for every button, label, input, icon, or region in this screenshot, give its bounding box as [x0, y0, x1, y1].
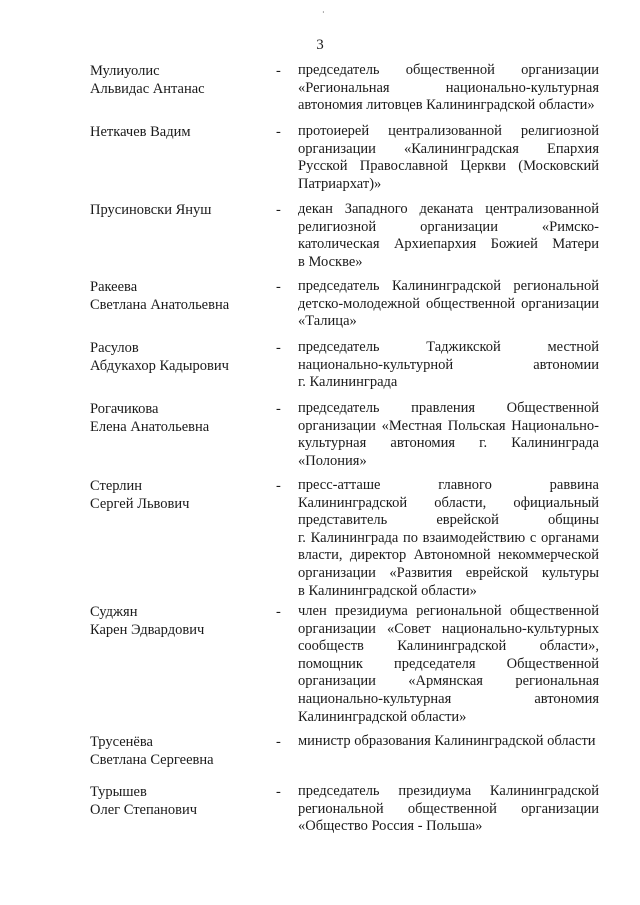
dash: - [276, 340, 281, 356]
scan-speck: · [322, 8, 325, 17]
member-name: Неткачев Вадим [90, 124, 191, 140]
member-description: член президиума региональной общественной организации «Совет национально-культурных сообществ Калининградской области», помощник председателя Общественной организации «Армянская региональная национально-культурная автономия Калининградской области» [298, 603, 599, 725]
dash: - [276, 124, 281, 140]
member-description: пресс-атташе главного раввина Калининградской области, официальный представитель еврейской общины г. Калининграда по взаимодействию с органами власти, директор Автономной некоммерческой организации «Развития еврейской культуры в Калининградской области» [298, 477, 599, 599]
dash: - [276, 784, 281, 800]
member-name: Стерлин Сергей Львович [90, 478, 190, 512]
member-description: председатель президиума Калининградской региональной общественной организации «Общество Россия - Польша» [298, 783, 599, 835]
member-description: министр образования Калининградской области [298, 733, 596, 749]
dash: - [276, 279, 281, 295]
member-description: председатель общественной организации «Региональная национально-культурная автономия литовцев Калининградской области» [298, 62, 599, 114]
member-name: Мулиуолис Альвидас Антанас [90, 63, 205, 97]
member-name: Суджян Карен Эдвардович [90, 604, 205, 638]
member-description: протоиерей централизованной религиозной организации «Калининградская Епархия Русской Православной Церкви (Московский Патриархат)» [298, 123, 599, 192]
dash: - [276, 63, 281, 79]
member-name: Прусиновски Януш [90, 202, 212, 218]
dash: - [276, 478, 281, 494]
member-description: председатель Калининградской региональной детско-молодежной общественной организации «Талица» [298, 278, 599, 330]
dash: - [276, 202, 281, 218]
page-number: 3 [316, 37, 324, 53]
dash: - [276, 734, 281, 750]
member-description: председатель правления Общественной организации «Местная Польская Национально- культурная автономия г. Калининграда «Полония» [298, 400, 599, 469]
dash: - [276, 401, 281, 417]
dash: - [276, 604, 281, 620]
member-name: Трусенёва Светлана Сергеевна [90, 734, 214, 768]
member-description: декан Западного деканата централизованной религиозной организации «Римско- католическая Архиепархия Божией Матери в Москве» [298, 201, 599, 270]
member-name: Рогачикова Елена Анатольевна [90, 401, 210, 435]
member-name: Ракеева Светлана Анатольевна [90, 279, 230, 313]
member-description: председатель Таджикской местной национально-культурной автономии г. Калининграда [298, 339, 599, 391]
member-name: Расулов Абдукахор Кадырович [90, 340, 229, 374]
member-name: Турышев Олег Степанович [90, 784, 198, 818]
